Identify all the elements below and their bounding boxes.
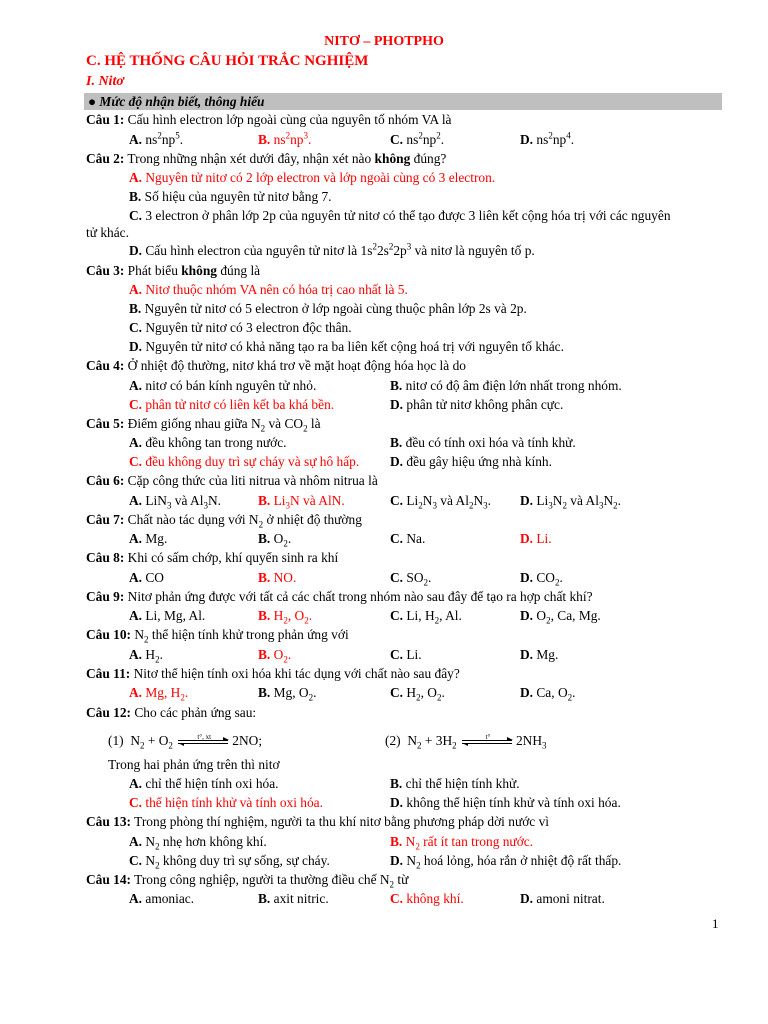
q14-option-c[interactable]: C. không khí. [390,891,464,906]
q8-option-b[interactable]: B. NO. [258,570,297,585]
question-9: Câu 9: Nitơ phản ứng được với tất cả các chất trong nhóm nào sau đây để tạo ra hợp chất khí? [86,589,593,604]
question-12: Câu 12: Cho các phản ứng sau: [86,705,257,720]
q2-option-c[interactable]: C. 3 electron ở phân lớp 2p của nguyên tử nitơ có thể tạo được 3 liên kết cộng hóa trị với các nguyên [129,208,671,223]
document-title: NITƠ – PHOTPHO [324,34,444,49]
question-11: Câu 11: Nitơ thể hiện tính oxi hóa khi tác dụng với chất nào sau đây? [86,666,460,681]
subsection-heading: I. Nitơ [86,74,124,89]
q7-option-a[interactable]: A. Mg. [129,531,168,546]
page-number: 1 [712,916,719,931]
q9-option-d[interactable]: D. $O_2$, Ca, Mg. [520,608,601,626]
q6-option-d[interactable]: D. $Li_3N_2$ và $Al_3N_2$. [520,493,621,511]
q13-option-a[interactable]: A. $N_2$ nhẹ hơn không khí. [129,834,267,852]
q14-option-b[interactable]: B. axit nitric. [258,891,329,906]
question-5: Câu 5: Điểm giống nhau giữa $N_2$ và $CO_2$ là [86,416,321,434]
q8-option-c[interactable]: C. $SO_2$. [390,570,432,588]
q6-option-a[interactable]: A. LiN$_3$ và $Al_3N$. [129,493,221,511]
question-2: Câu 2: Trong những nhận xét dưới đây, nhận xét nào không đúng? [86,151,447,166]
q12-option-a[interactable]: A. chỉ thể hiện tính oxi hóa. [129,776,279,791]
q3-option-a[interactable]: A. Nitơ thuộc nhóm VA nên có hóa trị cao nhất là 5. [129,282,408,297]
q12-option-c[interactable]: C. thể hiện tính khử và tính oxi hóa. [129,795,323,810]
q8-option-a[interactable]: A. CO [129,570,164,585]
level-band: ● Mức độ nhận biết, thông hiểu [84,93,722,110]
q10-option-d[interactable]: D. Mg. [520,647,559,662]
question-14: Câu 14: Trong công nghiệp, người ta thường điều chế $N_2$ từ [86,872,409,890]
q5-option-c[interactable]: C. đều không duy trì sự cháy và sự hô hấp. [129,454,360,469]
q10-option-b[interactable]: B. $O_2$. [258,647,292,665]
q5-option-b[interactable]: B. đều có tính oxi hóa và tính khử. [390,435,576,450]
equilibrium-arrow-icon: t°, xt [178,736,230,748]
q2-option-b[interactable]: B. Số hiệu của nguyên tử nitơ bằng 7. [129,189,332,204]
q1-option-c[interactable]: C. $ns^2np^2$. [390,130,445,147]
q9-option-c[interactable]: C. Li, $H_2$, Al. [390,608,462,626]
q12-option-b[interactable]: B. chỉ thể hiện tính khử. [390,776,520,791]
q1-option-a[interactable]: A. $ns^2np^5$. [129,130,184,147]
q4-option-b[interactable]: B. nitơ có độ âm điện lớn nhất trong nhóm. [390,378,622,393]
q10-option-a[interactable]: A. $H_2$. [129,647,163,665]
q7-option-c[interactable]: C. Na. [390,531,426,546]
q9-option-a[interactable]: A. Li, Mg, Al. [129,608,206,623]
q13-option-c[interactable]: C. $N_2$ không duy trì sự sống, sự cháy. [129,853,330,871]
q1-option-b[interactable]: B. $ns^2np^3$. [258,130,312,147]
q5-option-a[interactable]: A. đều không tan trong nước. [129,435,287,450]
q11-option-a[interactable]: A. Mg, $H_2$. [129,685,189,703]
q11-option-d[interactable]: D. Ca, $O_2$. [520,685,576,703]
question-8: Câu 8: Khi có sấm chớp, khí quyển sinh ra khí [86,550,339,565]
question-4: Câu 4: Ở nhiệt độ thường, nitơ khá trơ về mặt hoạt động hóa học là do [86,358,466,373]
q10-option-c[interactable]: C. Li. [390,647,422,662]
q7-option-b[interactable]: B. $O_2$. [258,531,292,549]
q3-option-d[interactable]: D. Nguyên tử nitơ có khả năng tạo ra ba liên kết cộng hoá trị với nguyên tố khác. [129,339,564,354]
q3-option-c[interactable]: C. Nguyên tử nitơ có 3 electron độc thân. [129,320,352,335]
q8-option-d[interactable]: D. $CO_2$. [520,570,563,588]
q6-option-b[interactable]: B. $Li_3N$ và AlN. [258,493,345,511]
q13-option-d[interactable]: D. $N_2$ hoá lỏng, hóa rắn ở nhiệt độ rất thấp. [390,853,622,871]
q11-option-b[interactable]: B. Mg, $O_2$. [258,685,317,703]
question-13: Câu 13: Trong phòng thí nghiệm, người ta thu khí nitơ bằng phương pháp dời nước vì [86,814,549,829]
q5-option-d[interactable]: D. đều gây hiệu ứng nhà kính. [390,454,552,469]
reaction-2: (2) $N_2 + 3H_2$ t° $2NH_3$ [385,732,547,751]
q9-option-b[interactable]: B. $H_2$, $O_2$. [258,608,313,626]
q12-option-d[interactable]: D. không thể hiện tính khử và tính oxi hóa. [390,795,621,810]
q11-option-c[interactable]: C. $H_2$, $O_2$. [390,685,445,703]
q6-option-c[interactable]: C. $Li_2N_3$ và $Al_2N_3$. [390,493,491,511]
section-heading: C. HỆ THỐNG CÂU HỎI TRẮC NGHIỆM [86,53,369,69]
equilibrium-arrow-icon: t° [462,736,514,748]
q13-option-b[interactable]: B. $N_2$ rất ít tan trong nước. [390,834,534,852]
q1-option-d[interactable]: D. $ns^2np^4$. [520,130,575,147]
q4-option-d[interactable]: D. phân tử nitơ không phân cực. [390,397,564,412]
q4-option-c[interactable]: C. phân tử nitơ có liên kết ba khá bền. [129,397,335,412]
question-10: Câu 10: $N_2$ thể hiện tính khử trong phản ứng với [86,627,349,645]
question-7: Câu 7: Chất nào tác dụng với $N_2$ ở nhiệt độ thường [86,512,362,530]
q4-option-a[interactable]: A. nitơ có bán kính nguyên tử nhỏ. [129,378,317,393]
q14-option-d[interactable]: D. amoni nitrat. [520,891,605,906]
q2-option-a[interactable]: A. Nguyên tử nitơ có 2 lớp electron và lớp ngoài cùng có 3 electron. [129,170,496,185]
q2-option-d[interactable]: D. Cấu hình electron của nguyên tử nitơ là $1s^22s^22p^3$ và nitơ là nguyên tố p. [129,241,535,258]
q14-option-a[interactable]: A. amoniac. [129,891,195,906]
q2-option-c-cont: tử khác. [86,225,129,240]
question-1: Câu 1: Cấu hình electron lớp ngoài cùng của nguyên tố nhóm VA là [86,112,452,127]
q7-option-d[interactable]: D. Li. [520,531,552,546]
q3-option-b[interactable]: B. Nguyên tử nitơ có 5 electron ở lớp ngoài cùng thuộc phân lớp 2s và 2p. [129,301,527,316]
question-3: Câu 3: Phát biểu không đúng là [86,263,261,278]
reaction-1: (1) $N_2 + O_2$ t°, xt 2NO; [108,732,263,751]
q12-stem: Trong hai phản ứng trên thì nitơ [108,757,280,772]
question-6: Câu 6: Cặp công thức của liti nitrua và nhôm nitrua là [86,473,378,488]
